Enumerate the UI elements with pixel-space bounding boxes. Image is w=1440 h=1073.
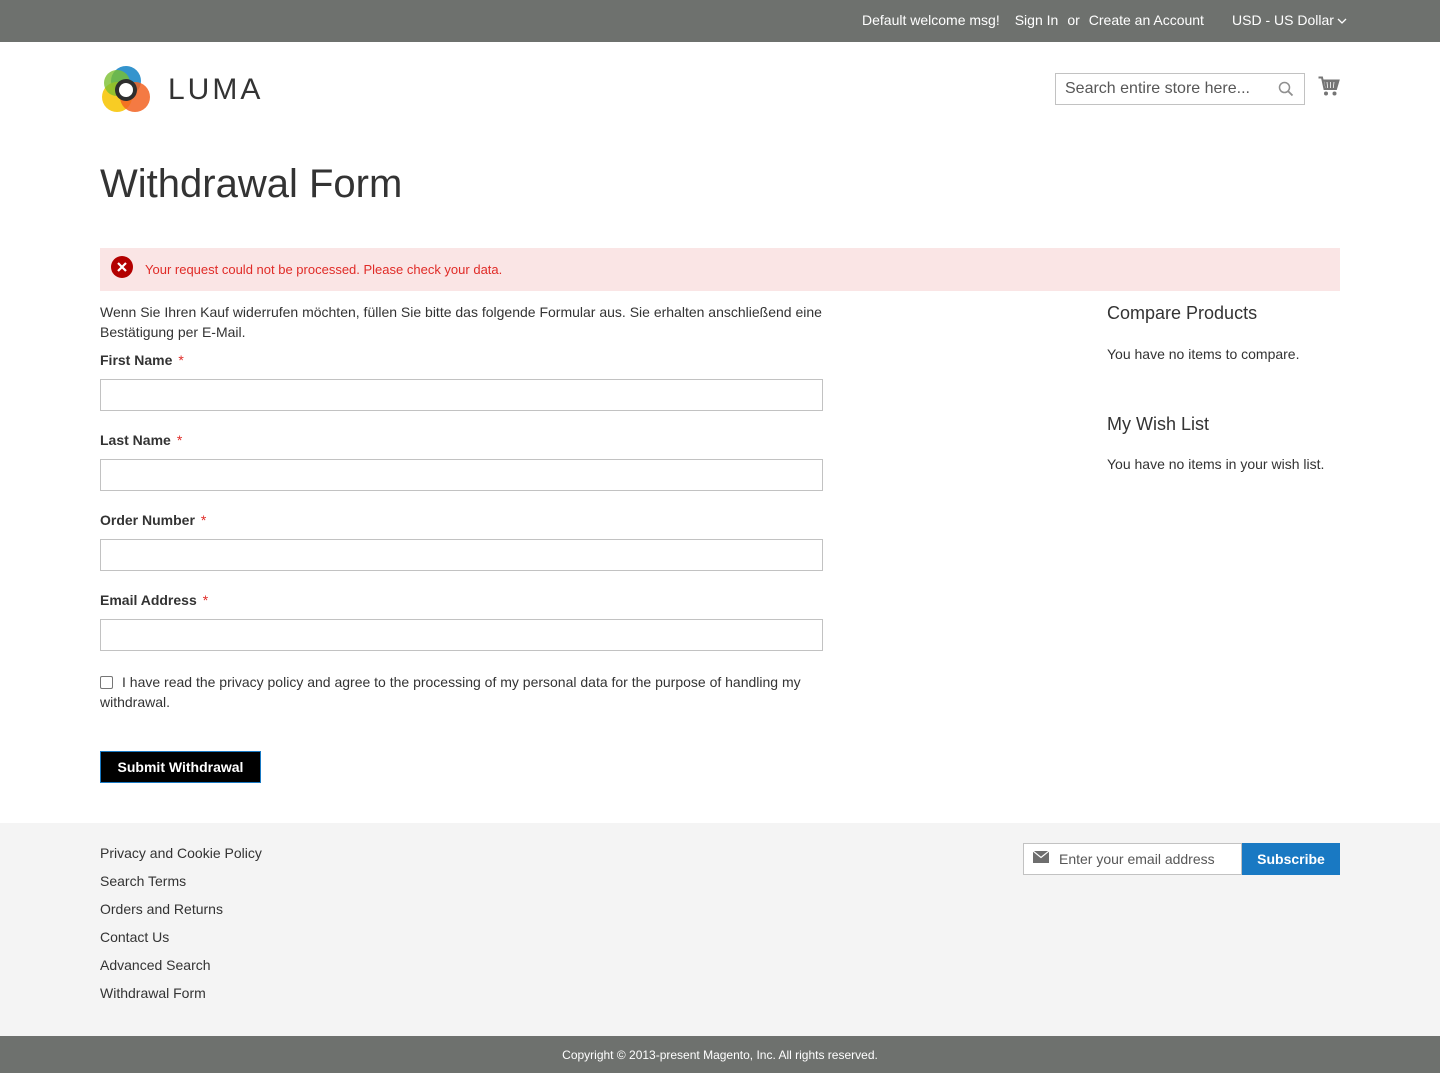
form-intro: Wenn Sie Ihren Kauf widerrufen möchten, füllen Sie bitte das folgende Formular aus. Sie erhalten anschließend eine Bestätigung per E-Mail. [100,304,822,340]
email-label [100,592,208,608]
error-message [100,248,1340,291]
first-name-input[interactable] [101,380,822,410]
newsletter-email-input[interactable] [1059,851,1239,867]
currency-label: USD - US Dollar [1232,12,1334,28]
last-name-input[interactable] [101,460,822,490]
email-input[interactable] [101,620,822,650]
required-mark: * [202,592,209,608]
first-name-label [100,352,184,368]
privacy-consent [100,672,830,712]
footer-link-advanced-search[interactable]: Advanced Search [100,957,211,973]
store-logo[interactable] [100,64,263,116]
first-name-field [100,379,823,411]
required-mark: * [200,512,207,528]
last-name-label [100,432,182,448]
sidebar [1107,302,1347,472]
wishlist-empty: You have no items in your wish list. [1107,456,1325,472]
top-bar [0,0,1440,42]
footer-link-orders-returns[interactable]: Orders and Returns [100,901,223,917]
subscribe-button[interactable]: Subscribe [1242,843,1340,875]
search-input[interactable] [1056,74,1266,104]
footer [0,823,1440,1036]
error-text: Your request could not be processed. Please check your data. [145,262,503,277]
create-account-link[interactable]: Create an Account [1088,12,1204,28]
brand-name: LUMA [168,73,264,106]
email-field [100,619,823,651]
newsletter-field [1023,843,1242,875]
footer-link-contact[interactable]: Contact Us [100,929,170,945]
submit-withdrawal-button[interactable]: Submit Withdrawal [100,751,261,783]
footer-link-search-terms[interactable]: Search Terms [100,873,187,889]
footer-links [100,844,262,1012]
newsletter-form [1023,843,1340,875]
welcome-message: Default welcome msg! [862,12,1000,28]
compare-products-empty: You have no items to compare. [1107,346,1300,362]
last-name-field [100,459,823,491]
envelope-icon [1033,850,1049,868]
last-name-label-text: Last Name [100,432,171,448]
email-label-text: Email Address [100,592,197,608]
compare-products-title: Compare Products [1107,303,1258,323]
footer-link-privacy[interactable]: Privacy and Cookie Policy [100,845,262,861]
privacy-consent-checkbox[interactable] [100,676,113,689]
page-title: Withdrawal Form [100,162,403,206]
required-mark: * [178,352,184,368]
order-number-label-text: Order Number [100,512,195,528]
search-icon[interactable] [1278,81,1294,102]
error-icon [111,256,133,283]
first-name-label-text: First Name [100,352,173,368]
luma-logo-icon [100,64,152,116]
search-box [1055,73,1305,105]
order-number-field [100,539,823,571]
privacy-consent-text: I have read the privacy policy and agree to the processing of my personal data for the purpose of handling my withdrawal. [100,674,801,710]
footer-link-withdrawal-form[interactable]: Withdrawal Form [100,985,206,1001]
wishlist-title: My Wish List [1107,414,1210,434]
order-number-input[interactable] [101,540,822,570]
cart-icon[interactable] [1318,76,1340,102]
sign-in-link[interactable]: Sign In [1014,12,1059,28]
currency-switcher[interactable] [1232,12,1347,28]
required-mark: * [176,432,183,448]
copyright: Copyright © 2013-present Magento, Inc. All rights reserved. [0,1036,1440,1073]
order-number-label [100,512,206,528]
chevron-down-icon [1337,12,1347,28]
or-separator: or [1067,12,1080,28]
